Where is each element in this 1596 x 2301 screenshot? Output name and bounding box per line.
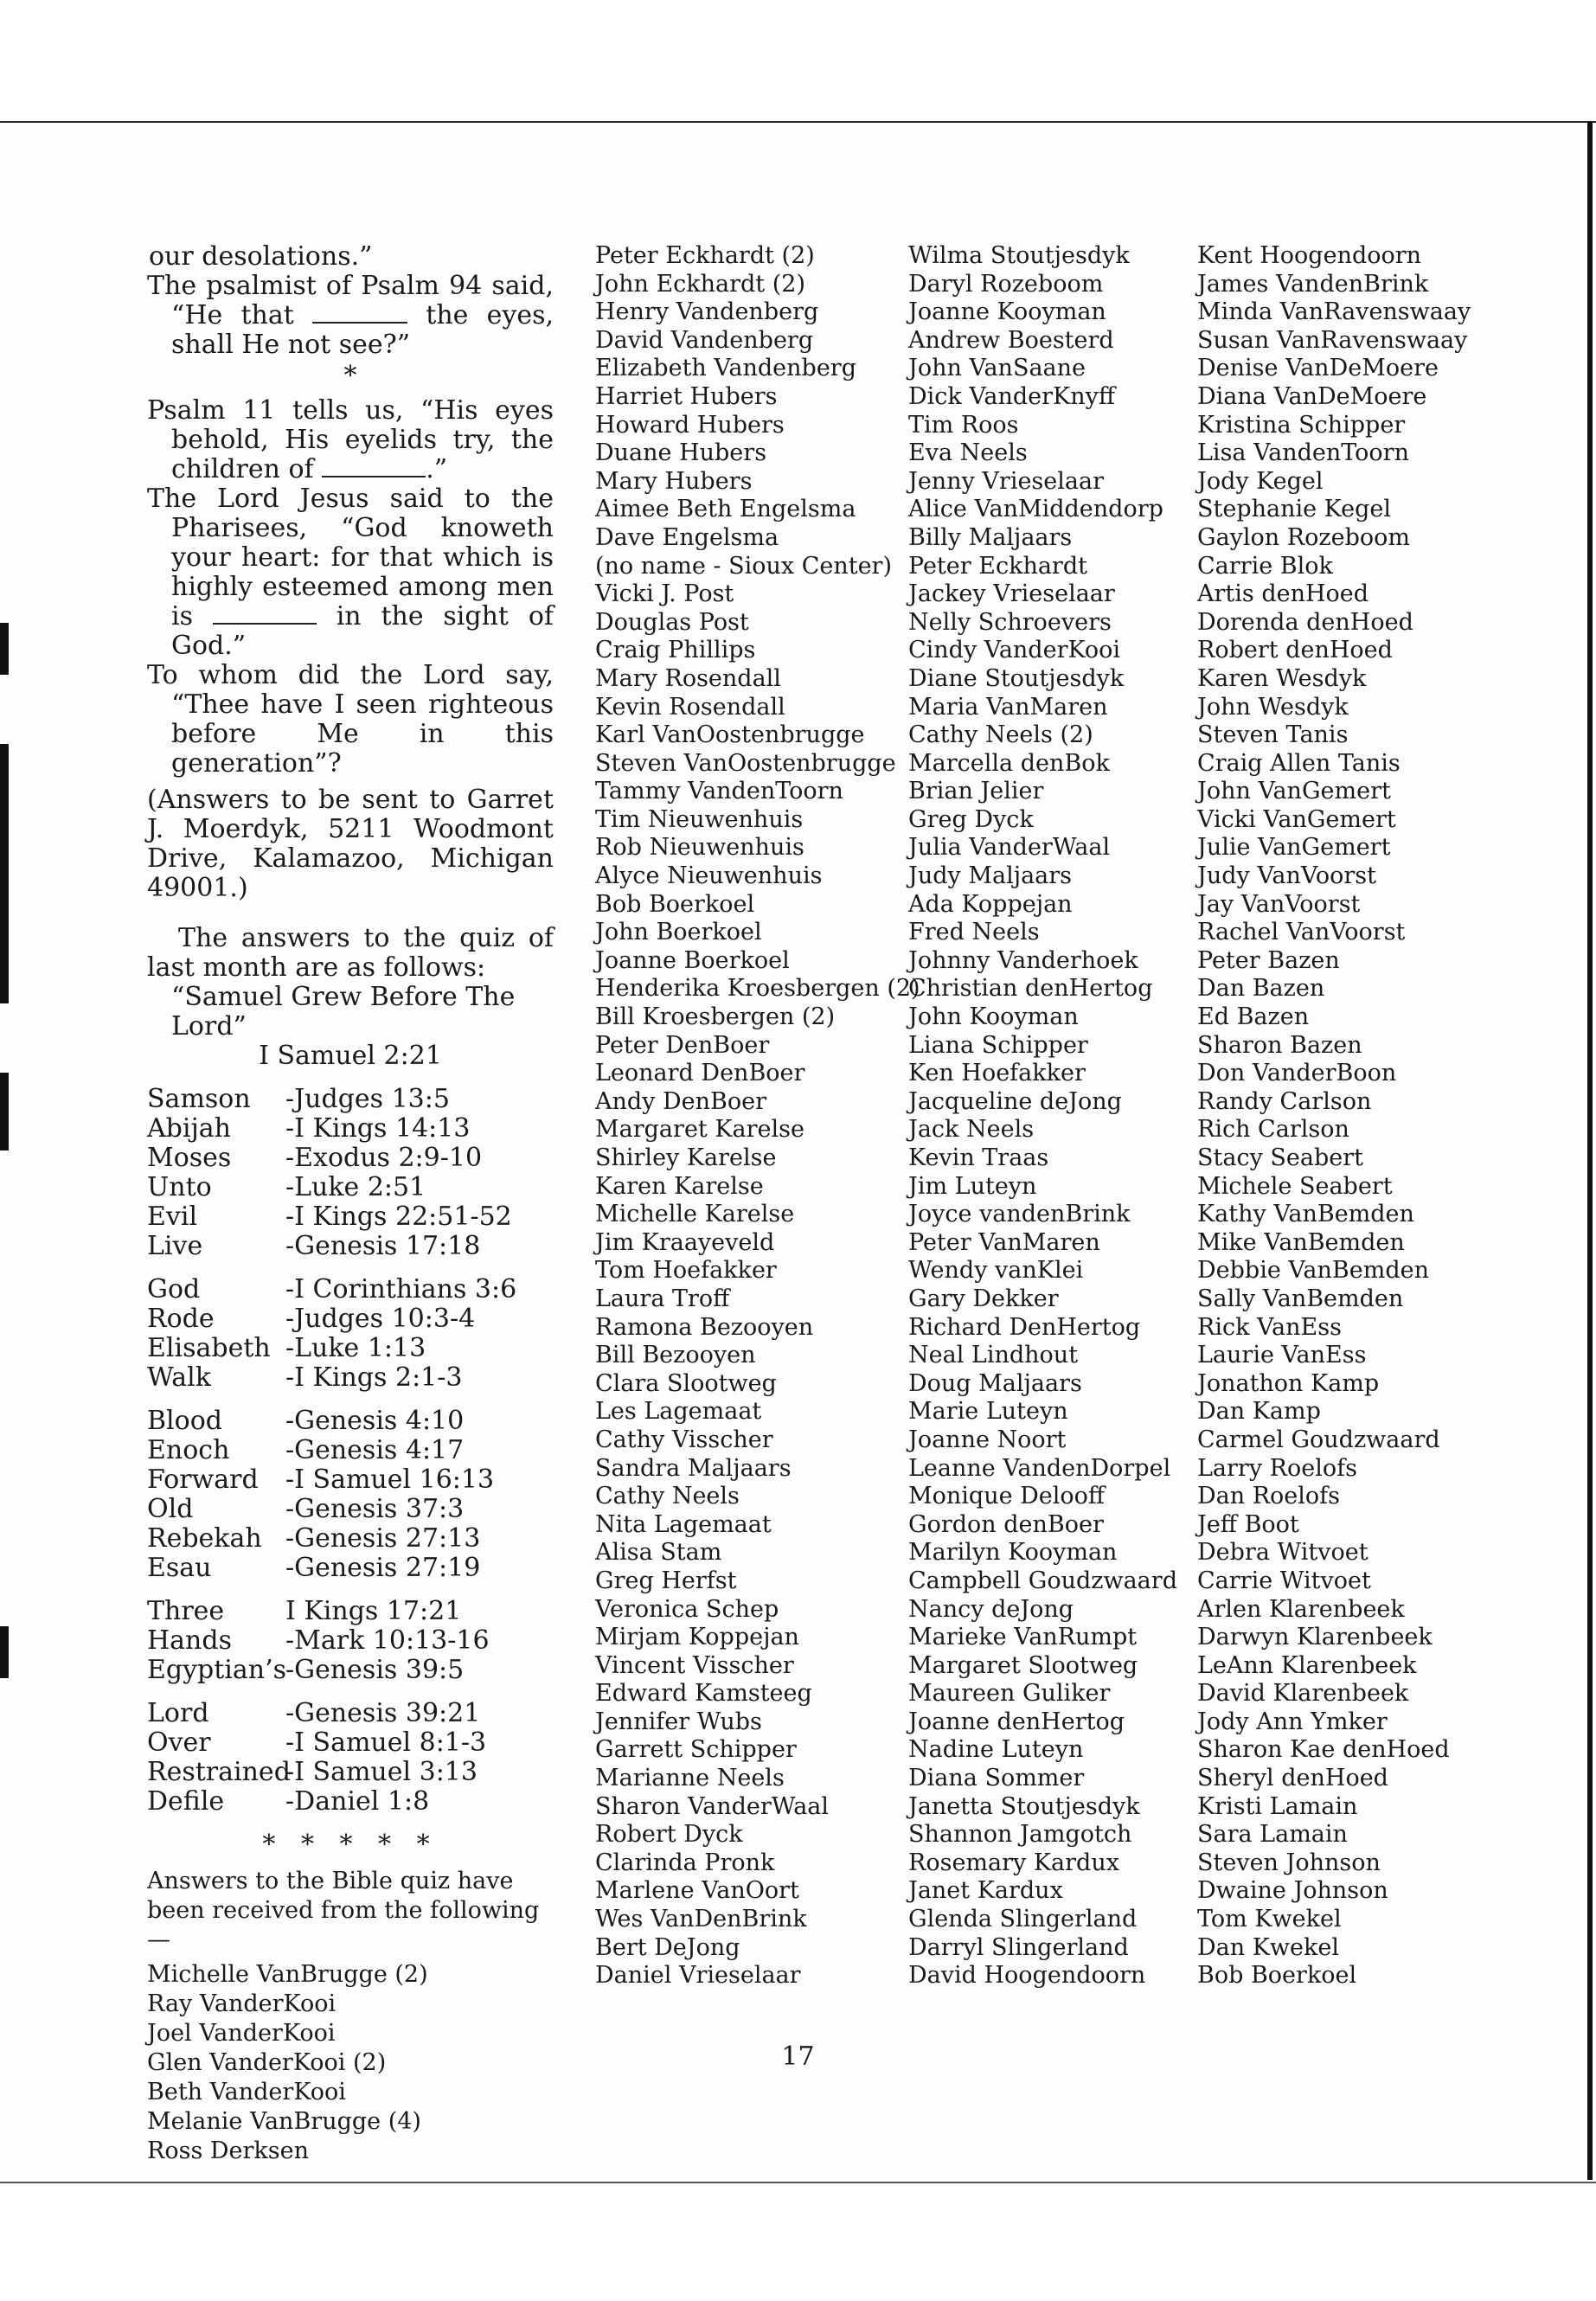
answer-groups [147,1085,554,1817]
name-entry: Ramona Bezooyen [595,1313,814,1341]
name-entry: Gary Dekker [908,1285,1059,1312]
name-entry: Andrew Boesterd [908,326,1114,354]
name-entry: John Wesdyk [1197,693,1349,721]
name-entry: Kristi Lamain [1197,1792,1358,1820]
name-entry: Daniel Vrieselaar [595,1962,801,1990]
name-entry: Bob Boerkoel [1197,1962,1357,1990]
name-entry: Rachel VanVoorst [1197,919,1406,946]
name-entry: Carmel Goudzwaard [1197,1426,1440,1453]
name-entry: Jody Ann Ymker [1197,1708,1388,1735]
name-entry: Clara Slootweg [595,1369,777,1397]
answer-word: Elisabeth [147,1333,271,1363]
answer-row [147,1304,554,1334]
name-entry: Bert DeJong [595,1933,740,1961]
answer-reference: -Genesis 27:19 [285,1553,481,1583]
name-entry: Susan VanRavenswaay [1197,326,1468,354]
name-entry: Melanie VanBrugge (4) [147,2108,421,2135]
name-entry: Sheryl denHoed [1197,1765,1388,1792]
name-entry: Julie VanGemert [1197,834,1391,862]
name-entry: Artis denHoed [1197,580,1369,608]
name-entry: Dwaine Johnson [1197,1877,1388,1905]
name-entry: Glen VanderKooi (2) [147,2049,387,2076]
name-entry: Mary Rosendall [595,664,781,692]
name-entry: Sally VanBemden [1197,1285,1404,1312]
answer-word: Rode [147,1304,215,1334]
name-entry: Steven Johnson [1197,1849,1381,1876]
names-list-4 [1197,242,1483,1990]
name-entry: Dan Roelofs [1197,1483,1341,1510]
answer-group [147,1275,554,1393]
answer-reference: -Genesis 39:21 [285,1698,481,1728]
answer-reference: -Mark 10:13-16 [285,1625,490,1656]
name-entry: Laura Troff [595,1285,730,1312]
name-entry: Jody Kegel [1197,467,1324,495]
answer-word: Abijah [147,1113,231,1144]
name-entry: Henry Vandenberg [595,298,819,326]
scan-edge-left [0,623,9,675]
name-entry: Margaret Slootweg [908,1651,1138,1679]
name-entry: Carrie Witvoet [1197,1567,1371,1594]
name-entry: Edward Kamsteeg [595,1680,812,1708]
answers-intro: The answers to the quiz of last month are as follows: [147,923,554,983]
name-entry: Denise VanDeMoere [1197,355,1439,382]
answer-reference: -Genesis 27:13 [285,1523,481,1554]
name-entry: Joyce vandenBrink [908,1201,1131,1228]
name-entry: John VanGemert [1197,778,1391,805]
answer-word: Evil [147,1202,198,1232]
name-entry: Kevin Traas [908,1144,1049,1171]
answer-blank [322,458,426,478]
answer-group [147,1597,554,1685]
stars-separator: * * * * * [262,1830,439,1860]
name-entry: Alice VanMiddendorp [908,496,1163,523]
answer-row [147,1758,554,1787]
answer-word: Old [147,1494,194,1524]
name-entry: Duane Hubers [595,439,767,467]
name-entry: Cathy Neels (2) [908,721,1093,749]
name-entry: Sara Lamain [1197,1821,1348,1849]
name-entry: Shirley Karelse [595,1144,777,1171]
name-entry: Tim Roos [908,411,1019,439]
name-entry: Robert denHoed [1197,637,1393,664]
name-entry: Nelly Schroevers [908,608,1112,636]
name-entry: Daryl Rozeboom [908,270,1104,298]
name-entry: Rosemary Kardux [908,1849,1119,1876]
answer-row [147,1232,554,1261]
name-entry: Andy DenBoer [595,1087,767,1115]
answer-address: (Answers to be sent to Garret J. Moerdyk, 5211 Woodmont Drive, Kalamazoo, Michigan 49001.) [147,785,554,903]
answer-blank [213,606,317,625]
name-entry: Carrie Blok [1197,552,1333,580]
name-entry: Karl VanOostenbrugge [595,721,865,749]
name-entry: Steven VanOostenbrugge [595,749,896,777]
name-entry: Judy VanVoorst [1197,862,1376,890]
name-entry: Michelle VanBrugge (2) [147,1961,428,1988]
name-entry: Ada Koppejan [908,890,1073,918]
name-entry: Jeff Boot [1197,1510,1299,1538]
name-entry: Jim Luteyn [908,1172,1037,1200]
name-entry: Debbie VanBemden [1197,1257,1429,1285]
answer-reference: -Judges 13:5 [285,1084,450,1114]
name-entry: Michelle Karelse [595,1201,795,1228]
name-entry: Karen Karelse [595,1172,764,1200]
name-entry: Kent Hoogendoorn [1197,242,1422,269]
name-entry: Elizabeth Vandenberg [595,355,856,382]
answer-reference: -I Kings 2:1-3 [285,1362,463,1393]
answer-row [147,1202,554,1232]
answer-word: Blood [147,1406,222,1436]
scan-edge-left [0,1626,9,1678]
received-section [147,1867,554,2166]
answer-word: Walk [147,1362,211,1393]
name-entry: Dave Engelsma [595,523,779,551]
answer-row [147,1728,554,1758]
question-psalm-94: The psalmist of Psalm 94 said, “He that the eyes, shall He not see?” [147,271,554,360]
answer-reference: -Luke 1:13 [285,1333,426,1363]
name-entry: David Vandenberg [595,326,814,354]
answer-word: Forward [147,1465,259,1495]
answer-reference: -Exodus 2:9-10 [285,1143,483,1173]
answer-row [147,1334,554,1363]
name-entry: Peter Eckhardt [908,552,1087,580]
name-entry: Rich Carlson [1197,1116,1349,1144]
answer-reference: -Luke 2:51 [285,1172,426,1202]
name-entry: Neal Lindhout [908,1342,1079,1369]
name-entry: Maureen Guliker [908,1680,1111,1708]
answer-reference: -Genesis 4:10 [285,1406,465,1436]
name-entry: Marcella denBok [908,749,1110,777]
name-entry: Robert Dyck [595,1821,743,1849]
answer-word: God [147,1274,201,1304]
answer-word: Lord [147,1698,209,1728]
answer-reference: -I Samuel 16:13 [285,1465,495,1495]
name-entry: Marie Luteyn [908,1398,1068,1426]
name-entry: Diana VanDeMoere [1197,382,1427,410]
answer-reference: -Genesis 4:17 [285,1435,465,1465]
name-entry: Stephanie Kegel [1197,496,1392,523]
name-entry: Julia VanderWaal [908,834,1111,862]
name-entry: Harriet Hubers [595,382,778,410]
name-entry: Steven Tanis [1197,721,1349,749]
answer-row [147,1144,554,1173]
name-entry: Marieke VanRumpt [908,1624,1138,1651]
name-entry: Mary Hubers [595,467,753,495]
name-entry: Garrett Schipper [595,1736,797,1764]
name-entry: Billy Maljaars [908,523,1073,551]
name-entry: Diana Sommer [908,1765,1085,1792]
name-entry: Richard DenHertog [908,1313,1141,1341]
name-entry: Marianne Neels [595,1765,785,1792]
name-entry: Douglas Post [595,608,749,636]
name-entry: Craig Allen Tanis [1197,749,1401,777]
name-entry: Les Lagemaat [595,1398,762,1426]
answer-row [147,1626,554,1656]
name-entry: Don VanderBoon [1197,1060,1397,1087]
answer-row [147,1275,554,1304]
name-entry: Aimee Beth Engelsma [595,496,856,523]
name-entry: Mirjam Koppejan [595,1624,799,1651]
name-entry: Campbell Goudzwaard [908,1567,1177,1594]
answer-row [147,1495,554,1524]
name-entry: Joanne denHertog [908,1708,1125,1735]
answer-word: Samson [147,1084,251,1114]
answer-row [147,1597,554,1626]
name-entry: Eva Neels [908,439,1028,467]
answer-word: Restrained [147,1757,291,1787]
answers-section [147,924,554,1860]
name-entry: Jonathon Kamp [1197,1369,1380,1397]
answer-reference: -I Kings 14:13 [285,1113,471,1144]
answer-word: Enoch [147,1435,230,1465]
name-entry: Janetta Stoutjesdyk [908,1792,1140,1820]
name-entry: Joanne Kooyman [908,298,1106,326]
name-entry: Nadine Luteyn [908,1736,1084,1764]
name-entry: Ross Derksen [147,2138,309,2164]
asterisk-separator: * [343,361,357,391]
answer-word: Hands [147,1625,232,1656]
name-entry: David Klarenbeek [1197,1680,1409,1708]
name-entry: Brian Jelier [908,778,1044,805]
answer-row [147,1407,554,1436]
answer-word: Live [147,1231,203,1261]
name-entry: Jay VanVoorst [1197,890,1361,918]
name-entry: Jennifer Wubs [595,1708,762,1735]
name-entry: Clarinda Pronk [595,1849,775,1876]
answer-row [147,1465,554,1495]
page-number: 17 [781,2041,815,2072]
name-entry: John Eckhardt (2) [595,270,805,298]
name-entry: Kristina Schipper [1197,411,1406,439]
answer-reference: -Genesis 17:18 [285,1231,481,1261]
name-entry: Joanne Noort [908,1426,1067,1453]
name-entry: LeAnn Klarenbeek [1197,1651,1417,1679]
name-entry: Greg Herfst [595,1567,737,1594]
name-entry: Craig Phillips [595,637,756,664]
name-entry: Rob Nieuwenhuis [595,834,804,862]
name-entry: Michele Seabert [1197,1172,1393,1200]
name-entry: Dick VanderKnyff [908,382,1116,410]
answer-word: Over [147,1727,211,1758]
name-entry: Marilyn Kooyman [908,1539,1118,1567]
answer-reference: -I Kings 22:51-52 [285,1202,512,1232]
name-entry: Sharon Bazen [1197,1031,1362,1059]
name-entry: Stacy Seabert [1197,1144,1363,1171]
answer-reference: -I Corinthians 3:6 [285,1274,517,1304]
answer-row [147,1173,554,1202]
name-entry: Karen Wesdyk [1197,664,1367,692]
name-entry: Liana Schipper [908,1031,1088,1059]
name-entry: Vicki J. Post [595,580,734,608]
name-entry: Fred Neels [908,919,1040,946]
name-entry: Wilma Stoutjesdyk [908,242,1130,269]
name-entry: Johnny Vanderhoek [908,946,1138,974]
answer-row [147,1085,554,1114]
name-entry: Peter Eckhardt (2) [595,242,815,269]
name-entry: James VandenBrink [1197,270,1429,298]
answer-row [147,1554,554,1583]
name-entry: Alisa Stam [595,1539,722,1567]
name-entry: Shannon Jamgotch [908,1821,1132,1849]
answer-row [147,1363,554,1393]
answer-row [147,1524,554,1554]
name-entry: Tammy VandenToorn [595,778,843,805]
name-entry: David Hoogendoorn [908,1962,1146,1990]
question-righteous: To whom did the Lord say, “Thee have I seen righteous before Me in this generation”? [147,660,554,779]
name-entry: Rick VanEss [1197,1313,1342,1341]
column-quiz [147,242,554,2166]
name-entry: Ken Hoefakker [908,1060,1086,1087]
question-tail: our desolations.” [149,241,373,272]
name-entry: Monique Delooff [908,1483,1106,1510]
name-entry: Arlen Klarenbeek [1197,1595,1405,1623]
name-entry: Janet Kardux [908,1877,1063,1905]
answer-blank [312,304,407,324]
name-entry: Ed Bazen [1197,1003,1310,1031]
name-entry: Minda VanRavenswaay [1197,298,1471,326]
name-entry: Tim Nieuwenhuis [595,805,804,833]
name-entry: Joel VanderKooi [147,2020,336,2047]
name-entry: Cathy Visscher [595,1426,773,1453]
name-entry: Mike VanBemden [1197,1228,1405,1256]
name-entry: Margaret Karelse [595,1116,804,1144]
name-entry: Vincent Visscher [595,1651,794,1679]
name-entry: Bill Bezooyen [595,1342,756,1369]
answer-word: Three [147,1596,225,1626]
name-entry: Wes VanDenBrink [595,1906,807,1933]
name-entry: Beth VanderKooi [147,2079,346,2106]
name-entry: Debra Witvoet [1197,1539,1368,1567]
name-entry: Randy Carlson [1197,1087,1372,1115]
name-entry: Jenny Vrieselaar [908,467,1105,495]
name-entry: Darwyn Klarenbeek [1197,1624,1433,1651]
answer-word: Rebekah [147,1523,262,1554]
name-entry: Leonard DenBoer [595,1060,805,1087]
name-entry: Alyce Nieuwenhuis [595,862,823,890]
name-entry: Darryl Slingerland [908,1933,1129,1961]
answer-group [147,1699,554,1817]
name-entry: Gordon denBoer [908,1510,1104,1538]
name-entry: Doug Maljaars [908,1369,1082,1397]
name-entry: Sharon VanderWaal [595,1792,830,1820]
name-entry: Judy Maljaars [908,862,1073,890]
scan-edge-left [0,744,9,1003]
name-entry: Howard Hubers [595,411,785,439]
answer-reference: -Daniel 1:8 [285,1786,430,1817]
name-entry: Laurie VanEss [1197,1342,1367,1369]
name-entry: (no name - Sioux Center) [595,552,892,580]
name-entry: Glenda Slingerland [908,1906,1138,1933]
answers-reference: I Samuel 2:21 [259,1041,442,1071]
answer-row [147,1787,554,1817]
name-entry: Henderika Kroesbergen (2) [595,975,920,1003]
answer-row [147,1436,554,1465]
answers-title: “Samuel Grew Before The Lord” [171,982,516,1042]
name-entry: Bill Kroesbergen (2) [595,1003,836,1031]
name-entry: Lisa VandenToorn [1197,439,1409,467]
name-entry: Veronica Schep [595,1595,779,1623]
names-list-3 [908,242,1185,1990]
answer-reference: -Judges 10:3-4 [285,1304,476,1334]
name-entry: John VanSaane [908,355,1086,382]
answer-reference: -Genesis 39:5 [285,1655,465,1685]
name-entry: Leanne VandenDorpel [908,1454,1171,1482]
answer-reference: -Genesis 37:3 [285,1494,465,1524]
name-entry: Sharon Kae denHoed [1197,1736,1450,1764]
name-entry: Nita Lagemaat [595,1510,772,1538]
answer-reference: I Kings 17:21 [285,1596,462,1626]
answer-reference: -I Samuel 3:13 [285,1757,478,1787]
name-entry: Marlene VanOort [595,1877,799,1905]
answer-word: Moses [147,1143,232,1173]
name-entry: John Kooyman [908,1003,1079,1031]
name-entry: Diane Stoutjesdyk [908,664,1125,692]
scan-edge-left [0,1073,9,1150]
answer-reference: -I Samuel 8:1-3 [285,1727,487,1758]
name-entry: Gaylon Rozeboom [1197,523,1410,551]
name-entry: Peter Bazen [1197,946,1340,974]
name-entry: Dan Kwekel [1197,1933,1339,1961]
answer-word: Defile [147,1786,225,1817]
answer-word: Esau [147,1553,212,1583]
name-entry: Cathy Neels [595,1483,740,1510]
received-heading: Answers to the Bible quiz have been received from the following— [147,1868,540,1953]
name-entry: Jim Kraayeveld [595,1228,775,1256]
name-entry: Peter VanMaren [908,1228,1100,1256]
name-entry: Larry Roelofs [1197,1454,1357,1482]
name-entry: Tom Hoefakker [595,1257,777,1285]
answer-group [147,1407,554,1583]
answer-row [147,1656,554,1685]
name-entry: Ray VanderKooi [147,1990,337,2017]
name-entry: Nancy deJong [908,1595,1074,1623]
name-entry: Jacqueline deJong [908,1087,1122,1115]
name-entry: Christian denHertog [908,975,1153,1003]
name-entry: Vicki VanGemert [1197,805,1396,833]
answer-word: Unto [147,1172,212,1202]
name-entry: Tom Kwekel [1197,1906,1342,1933]
question-psalm-11: Psalm 11 tells us, “His eyes behold, His eyelids try, the children of .” [147,395,554,484]
name-entry: Kathy VanBemden [1197,1201,1414,1228]
name-entry: Peter DenBoer [595,1031,770,1059]
name-entry: Dan Kamp [1197,1398,1321,1426]
answer-row [147,1699,554,1728]
answer-word: Egyptian’s [147,1655,287,1685]
name-entry: Cindy VanderKooi [908,637,1121,664]
name-entry: Greg Dyck [908,805,1034,833]
name-entry: John Boerkoel [595,919,762,946]
answer-row [147,1114,554,1144]
name-entry: Bob Boerkoel [595,890,755,918]
name-entry: Joanne Boerkoel [595,946,790,974]
name-entry: Dorenda denHoed [1197,608,1413,636]
name-entry: Sandra Maljaars [595,1454,792,1482]
scan-edge-right [1587,121,1593,2180]
question-pharisees: The Lord Jesus said to the Pharisees, “God knoweth your heart: for that which is highly esteemed among men is in the sight of God.” [147,484,554,661]
name-entry: Jackey Vrieselaar [908,580,1115,608]
name-entry: Kevin Rosendall [595,693,785,721]
name-entry: Maria VanMaren [908,693,1108,721]
name-entry: Dan Bazen [1197,975,1325,1003]
name-entry: Jack Neels [908,1116,1035,1144]
name-entry: Wendy vanKlei [908,1257,1084,1285]
answer-group [147,1085,554,1261]
names-list-2 [595,242,920,1990]
